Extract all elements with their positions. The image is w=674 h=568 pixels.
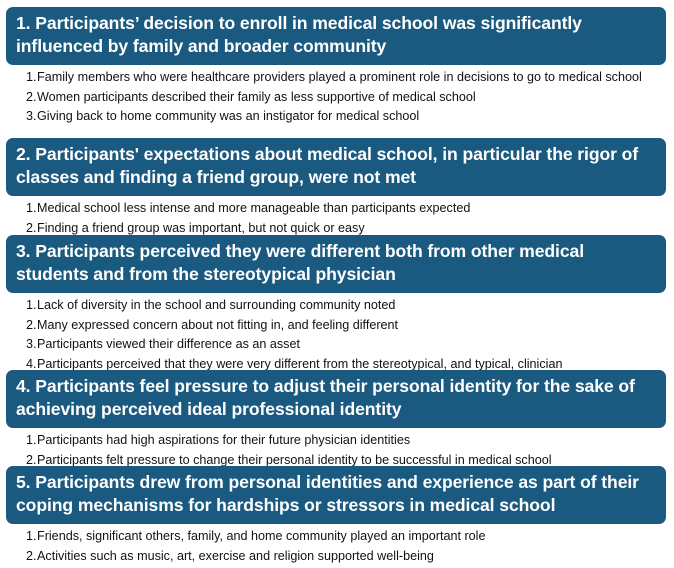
item-text: Participants perceived that they were very different from the stereotypical, and typical, clinician [37,356,563,371]
list-item [26,433,666,449]
item-text: Giving back to home community was an instigator for medical school [37,109,420,123]
item-text: Lack of diversity in the school and surrounding community noted [37,298,396,312]
list-item [26,298,666,314]
theme-3-subthemes [6,293,666,372]
item-number: 1. [26,433,37,447]
item-text: Women participants described their family as less supportive of medical school [37,89,476,104]
theme-3-section [6,235,666,376]
list-item [26,549,666,565]
theme-4-subthemes [6,428,666,468]
item-number: 2. [26,220,37,235]
list-item [26,109,666,125]
item-number: 2. [26,548,37,563]
theme-1-title: 1. Participants’ decision to enroll in medical school was significantly influenced by family and broader community [6,7,666,65]
item-text: Medical school less intense and more manageable than participants expected [37,201,471,215]
theme-5-subthemes [6,524,666,564]
item-number: 3. [26,337,37,351]
item-number: 4. [26,356,37,371]
item-text: Friends, significant others, family, and home community played an important role [37,529,486,543]
theme-4-section [6,370,666,472]
item-number: 1. [26,529,37,543]
list-item [26,529,666,545]
item-text: Family members who were healthcare providers played a prominent role in decisions to go to medical school [37,70,642,84]
theme-5-title: 5. Participants drew from personal identities and experience as part of their coping mechanisms for hardships or stressors in medical school [6,466,666,524]
list-item [26,337,666,353]
theme-2-title: 2. Participants' expectations about medical school, in particular the rigor of classes and finding a friend group, were not met [6,138,666,196]
list-item [26,90,666,106]
list-item [26,318,666,334]
item-text: Many expressed concern about not fitting in, and feeling different [37,317,399,332]
item-number: 2. [26,89,37,104]
item-text: Activities such as music, art, exercise and religion supported well-being [37,548,434,563]
theme-1-subthemes [6,65,666,125]
list-item [26,221,666,237]
item-number: 1. [26,70,37,84]
item-number: 1. [26,298,37,312]
theme-2-subthemes [6,196,666,236]
theme-5-section [6,466,666,568]
item-number: 2. [26,452,37,467]
theme-1-section [6,7,666,129]
item-number: 2. [26,317,37,332]
theme-2-section [6,138,666,240]
item-number: 3. [26,109,37,123]
theme-3-title: 3. Participants perceived they were different both from other medical students and from the stereotypical physician [6,235,666,293]
list-item [26,70,666,86]
list-item [26,201,666,217]
item-text: Participants felt pressure to change their personal identity to be successful in medical school [37,452,552,467]
item-text: Participants had high aspirations for their future physician identities [37,433,411,447]
item-text: Finding a friend group was important, but not quick or easy [37,220,365,235]
theme-4-title: 4. Participants feel pressure to adjust their personal identity for the sake of achieving perceived ideal professional identity [6,370,666,428]
item-number: 1. [26,201,37,215]
item-text: Participants viewed their difference as an asset [37,337,300,351]
